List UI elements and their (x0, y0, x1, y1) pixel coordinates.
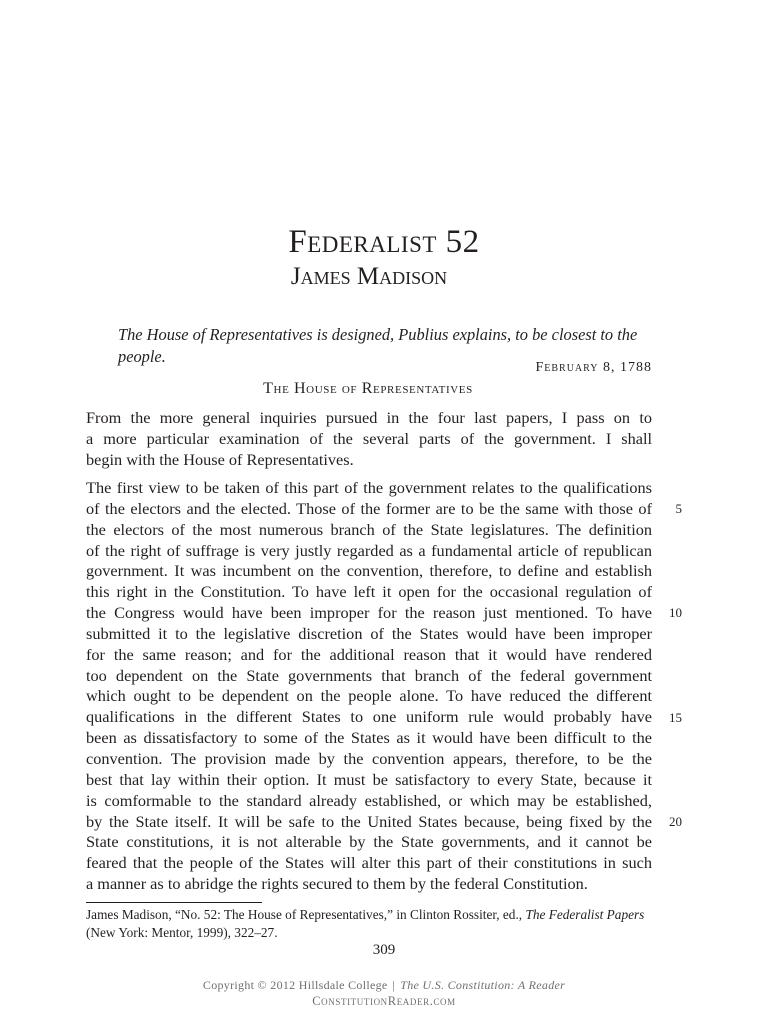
section-title: The House of Representatives (263, 380, 473, 397)
text-line: best that lay within their option. It must be satisfactory to every State, because it (86, 769, 652, 789)
text-line: which ought to be dependent on the people alone. To have reduced the different (86, 686, 652, 706)
footer-separator: | (392, 978, 396, 992)
text-line: submitted it to the legislative discretion of the States would have been improper (86, 623, 652, 643)
document-title: Federalist 52 (288, 224, 480, 260)
footer-copyright (0, 978, 768, 993)
page-number: 309 (372, 942, 396, 958)
text-line: qualifications in the different States to one uniform rule would probably have (86, 707, 652, 727)
footnote-book-title: The Federalist Papers (525, 907, 645, 922)
footnote (86, 906, 656, 942)
line-number: 20 (669, 814, 682, 829)
text-line: of the electors and the elected. Those of the former are to be the same with those of (86, 498, 652, 518)
copyright-text: Copyright © 2012 Hillsdale College (202, 978, 388, 992)
text-line: feared that the people of the States will alter this part of their constitutions in such (86, 853, 652, 873)
line-number: 15 (669, 710, 682, 725)
text-line: convention. The provision made by the convention appears, therefore, to be the (86, 748, 652, 768)
text-line: government. It was incumbent on the convention, therefore, to define and establish (86, 561, 652, 581)
footer-book-title: The U.S. Constitution: A Reader (400, 978, 566, 992)
text-line: is comformable to the standard already established, or which may be established, (86, 790, 652, 810)
paragraph-1 (86, 408, 652, 471)
text-line: for the same reason; and for the additional reason that it would have rendered (86, 644, 652, 664)
text-line: State constitutions, it is not alterable by the State governments, and it cannot be (86, 832, 652, 852)
text-line: by the State itself. It will be safe to the United States because, being fixed by the (86, 811, 652, 831)
footer-site: ConstitutionReader.com (312, 994, 456, 1008)
text-line: The first view to be taken of this part of the government relates to the qualifications (86, 478, 652, 497)
text-line: the Congress would have been improper for the reason just mentioned. To have (86, 603, 652, 623)
text-line: begin with the House of Representatives. (86, 449, 354, 469)
footnote-divider (86, 902, 262, 903)
line-number: 10 (669, 605, 682, 620)
footnote-citation: (New York: Mentor, 1999), 322–27. (86, 925, 278, 940)
paragraph-2 (86, 478, 652, 895)
intro-summary: The House of Representatives is designed, Publius explains, to be closest to the people. (118, 325, 638, 366)
document-date: February 8, 1788 (535, 360, 652, 375)
footnote-text: James Madison, “No. 52: The House of Representatives,” in Clinton Rossiter, ed., (86, 907, 526, 922)
document-author: James Madison (290, 263, 448, 290)
text-line: been as dissatisfactory to some of the States as it would have been difficult to the (86, 728, 652, 748)
text-line: this right in the Constitution. To have left it open for the occasional regulation of (86, 582, 652, 602)
text-line: a more particular examination of the several parts of the government. I shall (86, 428, 652, 448)
text-line: a manner as to abridge the rights secured to them by the federal Constitution. (86, 874, 588, 894)
text-line: of the right of suffrage is very justly regarded as a fundamental article of republican (86, 540, 652, 560)
line-number: 5 (675, 501, 682, 516)
text-line: From the more general inquiries pursued in the four last papers, I pass on to (86, 408, 652, 427)
text-line: the electors of the most numerous branch of the State legislatures. The definition (86, 519, 652, 539)
text-line: too dependent on the State governments that branch of the federal government (86, 665, 652, 685)
